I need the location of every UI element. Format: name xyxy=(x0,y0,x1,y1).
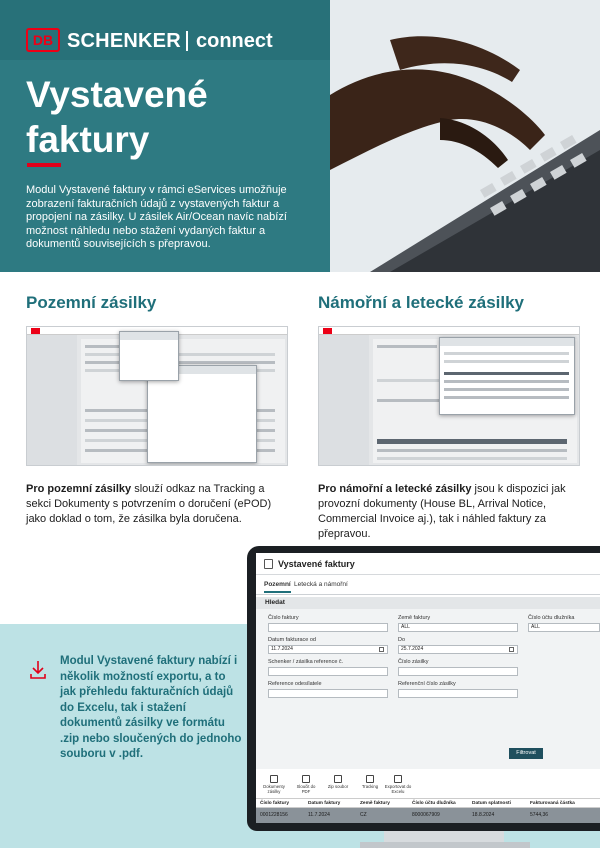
title-underline xyxy=(27,163,61,167)
shipment-documents-button[interactable]: Dokumenty zásilky xyxy=(260,773,288,794)
col-due-date[interactable]: Datum splatnosti xyxy=(472,801,511,806)
section-title-ground: Pozemní zásilky xyxy=(26,293,157,312)
tab-bar xyxy=(256,575,600,595)
search-doc-icon xyxy=(270,775,278,783)
export-toolbar xyxy=(256,771,600,797)
keyboard-hands-image xyxy=(330,0,600,272)
tab-ground[interactable]: Pozemní xyxy=(264,581,291,593)
label-country: Země faktury xyxy=(398,615,431,621)
label-shipment-ref: Schenker / zásilka reference č. xyxy=(268,659,344,665)
cell-due-date: 18.8.2024 xyxy=(472,812,495,818)
app-header xyxy=(256,553,600,575)
shipment-ref-input[interactable] xyxy=(268,667,388,676)
tab-air-sea[interactable]: Letecká a námořní xyxy=(294,581,348,588)
cell-amount: 5744,36 xyxy=(530,812,549,818)
label-shipment-no: Číslo zásilky xyxy=(398,659,429,665)
col-debtor-no[interactable]: Číslo účtu dlužníka xyxy=(412,801,456,806)
label-invoice-no: Číslo faktury xyxy=(268,615,299,621)
shipment-no-input[interactable] xyxy=(398,667,518,676)
col-invoice-no[interactable]: Číslo faktury xyxy=(260,801,290,806)
country-select[interactable]: ALL xyxy=(398,623,518,632)
pdf-icon xyxy=(302,775,310,783)
screenshot-ground xyxy=(26,326,288,466)
search-panel xyxy=(256,597,600,769)
date-to-input[interactable]: 25.7.2024 xyxy=(398,645,518,654)
brand-separator xyxy=(186,31,188,51)
export-excel-button[interactable]: Exportovat do Excelu xyxy=(384,773,412,794)
label-sender-ref: Reference odesílatele xyxy=(268,681,322,687)
calendar-icon[interactable] xyxy=(379,647,384,652)
app-title: Vystavené faktury xyxy=(278,559,355,569)
cell-country: CZ xyxy=(360,812,367,818)
cell-debtor-no: 8000067909 xyxy=(412,812,440,818)
date-from-input[interactable]: 11.7.2024 xyxy=(268,645,388,654)
col-country[interactable]: Země faktury xyxy=(360,801,390,806)
download-icon xyxy=(30,660,46,680)
cell-invoice-no: 0001228156 xyxy=(260,812,288,818)
screenshot-sea-air xyxy=(318,326,580,466)
cell-invoice-date: 11.7.2024 xyxy=(308,812,330,818)
search-panel-header[interactable]: Hledat xyxy=(256,597,600,609)
col-invoice-date[interactable]: Datum faktury xyxy=(308,801,341,806)
tracking-button[interactable]: Tracking xyxy=(356,773,384,789)
sender-ref-input[interactable] xyxy=(268,689,388,698)
calendar-icon[interactable] xyxy=(509,647,514,652)
brand-name: SCHENKER xyxy=(67,30,181,52)
hero-photo-keyboard xyxy=(330,0,600,272)
recipient-ref-input[interactable] xyxy=(398,689,518,698)
label-date-to: Do xyxy=(398,637,406,643)
debtor-no-select[interactable]: ALL xyxy=(528,623,600,632)
zip-icon xyxy=(334,775,342,783)
merge-pdf-button[interactable]: Sloučit do PDF xyxy=(292,773,320,794)
page-title: Vystavené faktury xyxy=(26,74,208,160)
monitor-base xyxy=(360,842,530,848)
zip-button[interactable]: Zip soubor xyxy=(324,773,352,789)
filter-button[interactable]: Filtrovat xyxy=(509,748,543,759)
invoice-no-input[interactable] xyxy=(268,623,388,632)
section-text-sea-air: Pro námořní a letecké zásilky jsou k dispozici jak provozní dokumenty (House BL, Arrival Notice, Commercial Invoice aj.), tak i náhled faktury za přepravou. xyxy=(318,483,566,540)
section-title-sea-air: Námořní a letecké zásilky xyxy=(318,293,525,312)
truck-icon xyxy=(366,775,374,783)
db-logo: DB xyxy=(26,28,60,52)
invoice-icon xyxy=(264,559,273,569)
label-debtor-no: Číslo účtu dlužníka xyxy=(528,615,575,621)
section-text-ground: Pro pozemní zásilky slouží odkaz na Tracking a sekci Dokumenty s potvrzením o doručení (ePOD) jako doklad o tom, že zásilka byla doručena. xyxy=(26,483,272,525)
table-header xyxy=(256,798,600,808)
label-date-from: Datum fakturace od xyxy=(268,637,316,643)
excel-icon xyxy=(394,775,402,783)
brand-product: connect xyxy=(196,30,273,52)
label-recipient-ref: Referenční číslo zásilky xyxy=(398,681,456,687)
table-row[interactable] xyxy=(256,808,600,823)
app-screen xyxy=(256,553,600,823)
col-amount[interactable]: Fakturovaná částka xyxy=(530,801,575,806)
export-description: Modul Vystavené faktury nabízí i několik možností exportu, a to jak přehledu fakturačních údajů do Excelu, tak i stažení dokumentů zásilky ve formátu .zip nebo sloučených do jednoho souboru v .pdf. xyxy=(60,655,242,760)
hero-description: Modul Vystavené faktury v rámci eServices umožňuje zobrazení fakturačních údajů z vystavených faktur a propojení na zásilky. U zásilek Air/Ocean navíc nabízí možnost náhledu nebo stažení vydaných faktur a dokumentů souvisejících s přepravou. xyxy=(26,184,287,250)
